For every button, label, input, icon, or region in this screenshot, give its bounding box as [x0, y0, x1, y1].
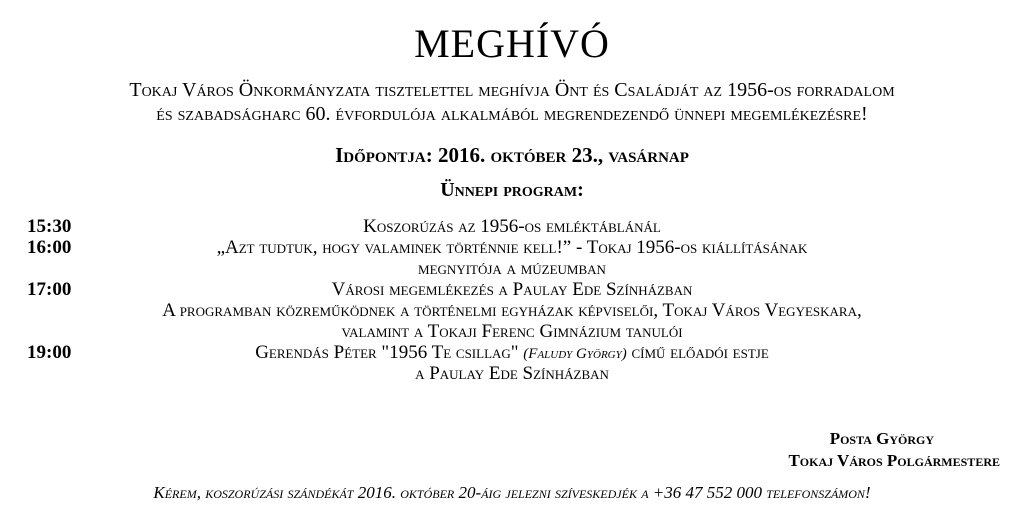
program-text: a Paulay Ede Színházban — [415, 363, 609, 384]
program-row — [0, 237, 1024, 258]
intro-line-1: Tokaj Város Önkormányzata tisztelettel meghívja Önt és Családját az 1956-os forradalom — [129, 79, 895, 101]
program-text: valamint a Tokaji Ferenc Gimnázium tanulói — [341, 321, 683, 342]
program-text — [0, 342, 1024, 365]
program-time: 19:00 — [27, 342, 72, 363]
program-row — [0, 300, 1024, 321]
program-row — [0, 258, 1024, 279]
signature-role: Tokaj Város Polgármestere — [788, 451, 1000, 470]
program-text-author: (Faludy György) — [523, 346, 627, 362]
program-text-main: Gerendás Péter "1956 Te csillag" — [255, 342, 524, 363]
program-row — [0, 216, 1024, 237]
program-list — [0, 216, 1024, 384]
program-row — [0, 321, 1024, 342]
program-text: „Azt tudtuk, hogy valaminek történnie kell!” - Tokaj 1956-os kiállításának — [216, 237, 808, 258]
program-row — [0, 279, 1024, 300]
program-heading: Ünnepi program: — [440, 179, 584, 201]
program-text: Koszorúzás az 1956-os emléktáblánál — [363, 216, 661, 237]
program-row — [0, 363, 1024, 384]
program-text: megnyitója a múzeumban — [418, 258, 606, 279]
program-time: 17:00 — [27, 279, 72, 300]
invitation-intro — [0, 78, 1024, 126]
program-row — [0, 342, 1024, 363]
program-text: A programban közreműködnek a történelmi egyházak képviselői, Tokaj Város Vegyeskara, — [162, 300, 862, 321]
footer-note: Kérem, koszorúzási szándékát 2016. október 20-áig jelezni szíveskedjék a +36 47 552 000 telefonszámon! — [153, 483, 871, 502]
program-time: 16:00 — [27, 237, 72, 258]
intro-line-2: és szabadságharc 60. évfordulója alkalmából megrendezendő ünnepi megemlékezésre! — [156, 103, 868, 125]
program-text: Városi megemlékezés a Paulay Ede Színházban — [331, 279, 693, 300]
event-date: Időpontja: 2016. október 23., vasárnap — [335, 143, 689, 167]
signature-name: Posta György — [829, 429, 934, 448]
invitation-title: MEGHÍVÓ — [414, 21, 610, 66]
program-text-rest: című előadói estje — [626, 342, 769, 363]
program-time: 15:30 — [27, 216, 72, 237]
